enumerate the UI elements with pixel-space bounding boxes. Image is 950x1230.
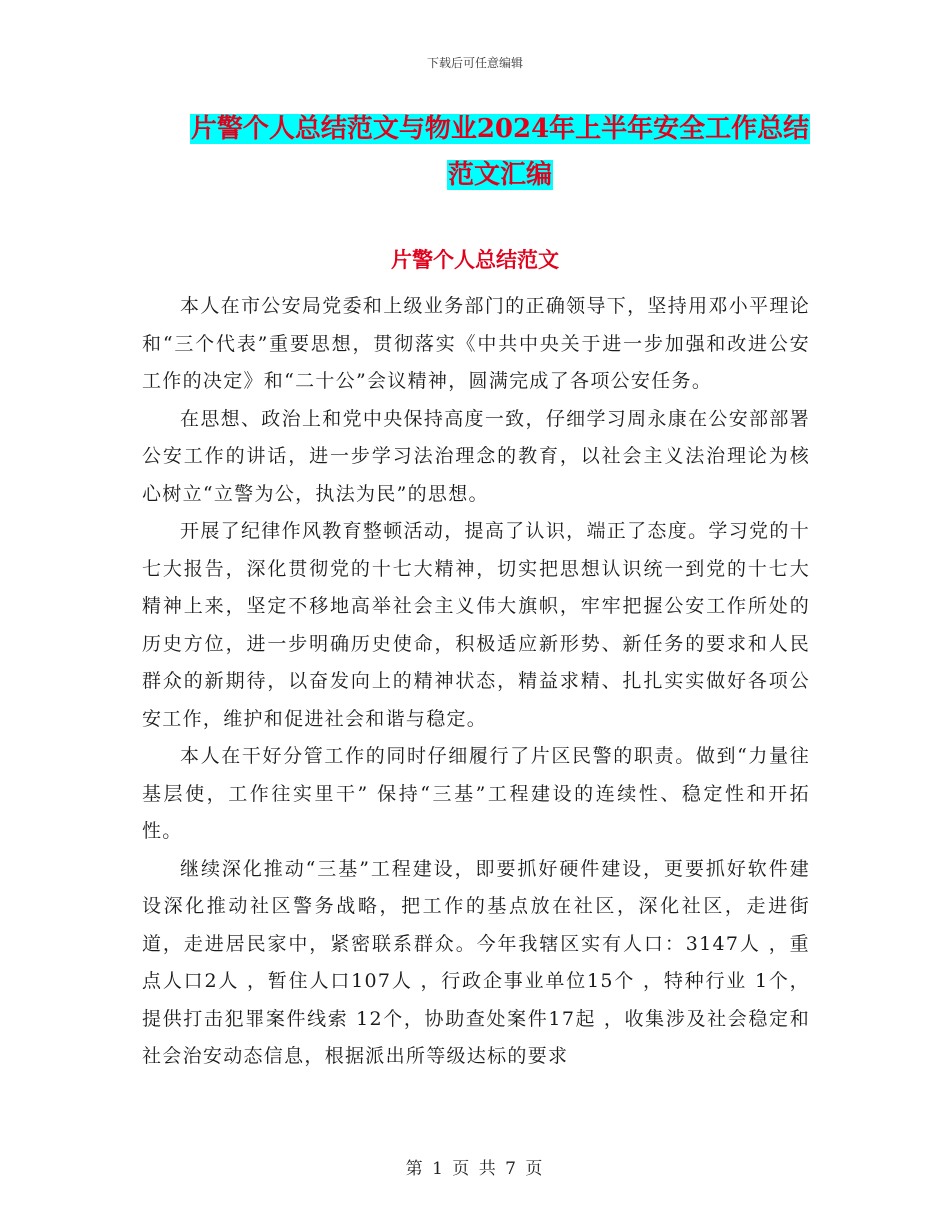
page-number: 第 1 页 共 7 页 [405,1159,545,1179]
paragraph: 本人在干好分管工作的同时仔细履行了片区民警的职责。做到“力量往基层使，工作往实里干” 保持“三基”工程建设的连续性、稳定性和开拓性。 [142,745,810,842]
document-title-line-2: 范文汇编 [447,160,552,190]
paragraph: 在思想、政治上和党中央保持高度一致，仔细学习周永康在公安部部署公安工作的讲话，进一步学习法治理念的教育，以社会主义法治理论为核心树立“立警为公，执法为民”的思想。 [142,407,810,505]
section-heading: 片警个人总结范文 [391,247,559,272]
header-note: 下载后可任意编辑 [426,56,523,70]
document-title-line-1: 片警个人总结范文与物业2024年上半年安全工作总结 [190,114,810,144]
paragraph: 继续深化推动“三基”工程建设，即要抓好硬件建设，更要抓好软件建设深化推动社区警务战略，把工作的基点放在社区，深化社区，走进街道，走进居民家中，紧密联系群众。今年我辖区实有人口：3147人 ，重点人口2人 ，暂住人口107人 ，行政企事业单位15个 ，特种行业 1个，提供打击犯罪案件线索 12个，协助查处案件17起 ，收集涉及社会稳定和社会治安动态信息，根据派出所等级达标的要求 [142,857,810,1067]
paragraph: 本人在市公安局党委和上级业务部门的正确领导下，坚持用邓小平理论和“三个代表”重要思想，贯彻落实《中共中央关于进一步加强和改进公安工作的决定》和“二十公”会议精神，圆满完成了各项公安任务。 [142,295,810,392]
document-title [160,106,840,198]
paragraph: 开展了纪律作风教育整顿活动，提高了认识，端正了态度。学习党的十七大报告，深化贯彻党的十七大精神，切实把思想认识统一到党的十七大精神上来，坚定不移地高举社会主义伟大旗帜，牢牢把握公安工作所处的历史方位，进一步明确历史使命，积极适应新形势、新任务的要求和人民群众的新期待，以奋发向上的精神状态，精益求精、扎扎实实做好各项公安工作，维护和促进社会和谐与稳定。 [142,520,810,730]
body-text [142,288,810,1076]
